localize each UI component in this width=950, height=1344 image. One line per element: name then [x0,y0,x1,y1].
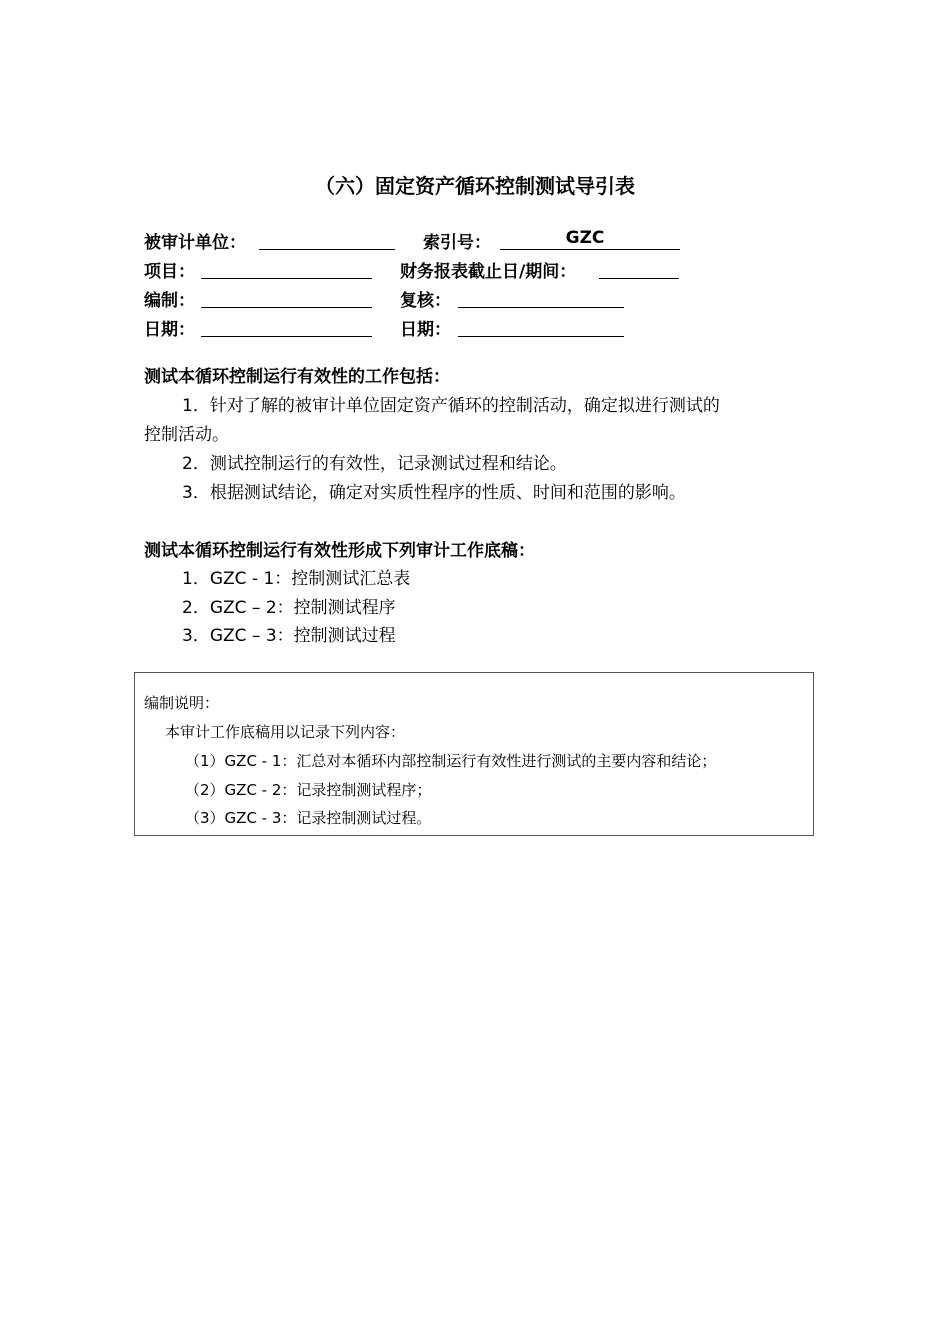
papers-item-3: 3．GZC – 3：控制测试过程 [182,626,396,646]
index-field[interactable] [500,249,680,250]
papers-item-1: 1．GZC - 1：控制测试汇总表 [182,569,411,589]
reviewer-label: 复核： [400,291,451,311]
notes-box [134,672,814,836]
work-item-2: 2．测试控制运行的有效性，记录测试过程和结论。 [182,454,567,474]
auditee-field[interactable] [259,249,395,250]
preparer-label: 编制： [144,291,195,311]
review-date-field[interactable] [458,336,624,337]
preparer-field[interactable] [201,307,372,308]
papers-item-2: 2．GZC – 2：控制测试程序 [182,598,396,618]
auditee-label: 被审计单位： [144,233,246,253]
work-heading: 测试本循环控制运行有效性的工作包括： [144,367,450,387]
period-field[interactable] [599,278,679,279]
review-date-label: 日期： [400,320,451,340]
reviewer-field[interactable] [458,307,624,308]
notes-intro: 本审计工作底稿用以记录下列内容： [165,723,406,741]
notes-item-1: （1）GZC - 1：汇总对本循环内部控制运行有效性进行测试的主要内容和结论； [185,752,717,770]
papers-heading: 测试本循环控制运行有效性形成下列审计工作底稿： [144,541,535,561]
index-value: GZC [565,228,605,248]
prep-date-label: 日期： [144,320,195,340]
notes-item-3: （3）GZC - 3：记录控制测试过程。 [185,809,432,827]
work-item-1-line-1: 1．针对了解的被审计单位固定资产循环的控制活动，确定拟进行测试的 [182,396,720,416]
prep-date-field[interactable] [201,336,372,337]
period-label: 财务报表截止日/期间： [400,262,577,282]
page-title: （六）固定资产循环控制测试导引表 [315,174,635,198]
project-field[interactable] [201,278,372,279]
index-label: 索引号： [423,233,491,253]
work-item-3: 3．根据测试结论，确定对实质性程序的性质、时间和范围的影响。 [182,483,686,503]
project-label: 项目： [144,262,195,282]
notes-heading: 编制说明： [144,694,220,712]
work-item-1-line-2: 控制活动。 [144,425,229,445]
notes-item-2: （2）GZC - 2：记录控制测试程序； [185,781,432,799]
